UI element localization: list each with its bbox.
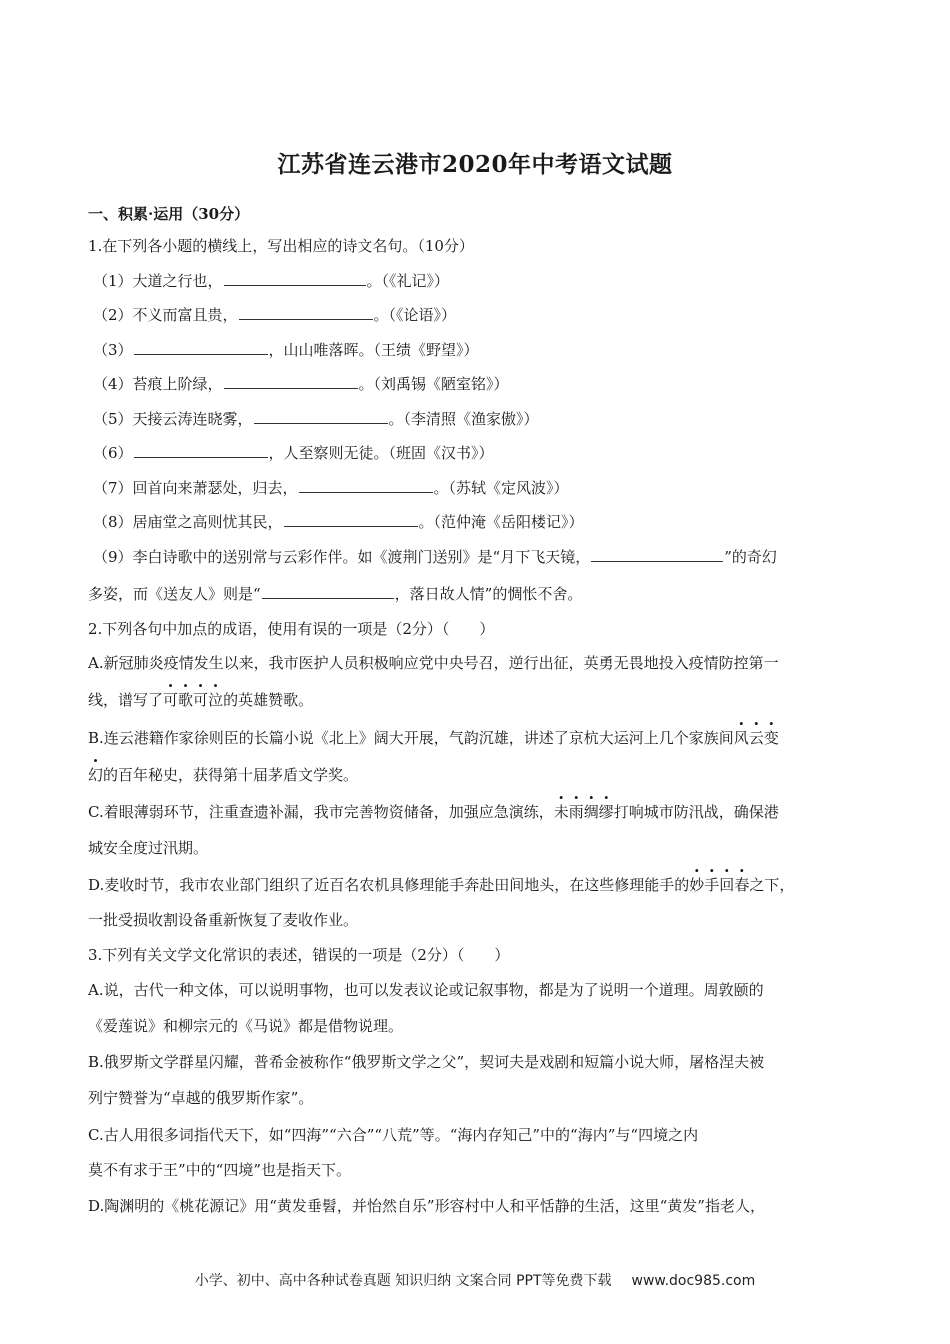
q2-option-c: C.着眼薄弱环节，注重查遗补漏，我市完善物资储备，加强应急演练，未雨绸缪打响城市防汛战，确保港 bbox=[88, 803, 779, 821]
q3-option-b: B.俄罗斯文学群星闪耀，普希金被称作“俄罗斯文学之父”，契诃夫是戏剧和短篇小说大师，屠格涅夫被 bbox=[88, 1053, 765, 1071]
emphasis-char: 雨 bbox=[568, 803, 584, 821]
answer-blank[interactable] bbox=[224, 271, 366, 286]
q1-item: （5）天接云涛连晓雾， 。（李清照《渔家傲》） bbox=[93, 410, 539, 428]
q2-option-b-cont: 幻的百年秘史，获得第十届茅盾文学奖。 bbox=[88, 766, 359, 784]
emphasized-idiom bbox=[554, 803, 614, 821]
q3-option-c-cont: 莫不有求于王”中的“四境”也是指天下。 bbox=[88, 1161, 352, 1179]
q2-option-b: B.连云港籍作家徐则臣的长篇小说《北上》阔大开展，气韵沉雄，讲述了京杭大运河上几个家族间风云变 bbox=[88, 729, 779, 747]
emphasis-char: 歌 bbox=[178, 691, 194, 709]
answer-blank[interactable] bbox=[134, 340, 268, 355]
q1-item: （4）苔痕上阶绿， 。（刘禹锡《陋室铭》） bbox=[93, 375, 509, 393]
section-heading: 一、积累·运用（30分） bbox=[88, 205, 250, 223]
q3-stem: 3.下列有关文学文化常识的表述，错误的一项是（2分）（ ） bbox=[88, 946, 510, 964]
answer-blank[interactable] bbox=[239, 305, 373, 320]
q3-option-a-cont: 《爱莲说》和柳宗元的《马说》都是借物说理。 bbox=[88, 1017, 404, 1035]
answer-blank[interactable] bbox=[134, 443, 268, 458]
q1-item: （3） ，山山唯落晖。（王绩《野望》） bbox=[93, 341, 479, 359]
q1-item: （8）居庙堂之高则忧其民， 。（范仲淹《岳阳楼记》） bbox=[93, 513, 584, 531]
page-title: 江苏省连云港市2020年中考语文试题 bbox=[277, 151, 673, 178]
footer-text: 小学、初中、高中各种试卷真题 知识归纳 文案合同 PPT等免费下载 bbox=[194, 1273, 612, 1289]
q2-option-c-cont: 城安全度过汛期。 bbox=[88, 839, 209, 857]
answer-blank[interactable] bbox=[224, 374, 358, 389]
q1-item: （9）李白诗歌中的送别常与云彩作伴。如《渡荆门送别》是“月下飞天镜， ”的奇幻 bbox=[93, 548, 777, 566]
q2-option-d: D.麦收时节，我市农业部门组织了近百名农机具修理能手奔赴田间地头，在这些修理能手的妙手回春之下， bbox=[88, 876, 795, 894]
emphasis-char: 未 bbox=[553, 803, 569, 821]
emphasis-char: 春 bbox=[734, 876, 750, 894]
q2-option-a-cont: 线，谱写了可歌可泣的英雄赞歌。 bbox=[88, 691, 314, 709]
q1-item: （1）大道之行也， 。（《礼记》） bbox=[93, 272, 450, 290]
q1-stem: 1.在下列各小题的横线上，写出相应的诗文名句。（10分） bbox=[88, 237, 474, 255]
q1-item-cont: 多姿，而《送友人》则是“ ，落日故人情”的惆怅不舍。 bbox=[88, 585, 583, 603]
answer-blank[interactable] bbox=[262, 584, 394, 599]
emphasis-char: 可 bbox=[193, 691, 209, 709]
q1-item: （7）回首向来萧瑟处，归去， 。（苏轼《定风波》） bbox=[93, 479, 569, 497]
emphasis-char: 幻 bbox=[88, 766, 104, 784]
answer-blank[interactable] bbox=[254, 409, 388, 424]
emphasis-char: 缪 bbox=[598, 803, 614, 821]
q1-item: （2）不义而富且贵， 。（《论语》） bbox=[93, 306, 457, 324]
emphasis-char: 手 bbox=[704, 876, 720, 894]
q3-option-c: C.古人用很多词指代天下，如“四海”“六合”“八荒”等。“海内存知己”中的“海内”与“四境之内 bbox=[88, 1126, 699, 1144]
emphasis-char: 妙 bbox=[689, 876, 705, 894]
q1-item: （6） ，人至察则无徒。（班固《汉书》） bbox=[93, 444, 494, 462]
page-footer bbox=[0, 1270, 950, 1290]
emphasized-idiom bbox=[734, 729, 779, 747]
emphasis-char: 回 bbox=[719, 876, 735, 894]
q3-option-b-cont: 列宁赞誉为“卓越的俄罗斯作家”。 bbox=[88, 1089, 314, 1107]
emphasis-char: 风 bbox=[733, 729, 749, 747]
emphasized-idiom bbox=[689, 876, 749, 894]
answer-blank[interactable] bbox=[591, 547, 723, 562]
footer-link[interactable]: www.doc985.com bbox=[631, 1273, 756, 1289]
answer-blank[interactable] bbox=[284, 512, 418, 527]
emphasis-char: 绸 bbox=[583, 803, 599, 821]
answer-blank[interactable] bbox=[299, 478, 433, 493]
emphasized-idiom bbox=[88, 766, 103, 784]
emphasis-char: 泣 bbox=[208, 691, 224, 709]
q2-option-a: A.新冠肺炎疫情发生以来，我市医护人员积极响应党中央号召，逆行出征，英勇无畏地投入疫情防控第一 bbox=[88, 654, 779, 672]
emphasized-idiom bbox=[163, 691, 223, 709]
emphasis-char: 云 bbox=[748, 729, 764, 747]
q2-option-d-cont: 一批受损收割设备重新恢复了麦收作业。 bbox=[88, 911, 359, 929]
emphasis-char: 变 bbox=[763, 729, 779, 747]
q3-option-d: D.陶渊明的《桃花源记》用“黄发垂髫，并怡然自乐”形容村中人和平恬静的生活，这里“黄发”指老人， bbox=[88, 1197, 765, 1215]
q3-option-a: A.说，古代一种文体，可以说明事物，也可以发表议论或记叙事物，都是为了说明一个道理。周敦颐的 bbox=[88, 981, 764, 999]
q2-stem: 2.下列各句中加点的成语，使用有误的一项是（2分）（ ） bbox=[88, 620, 495, 638]
emphasis-char: 可 bbox=[163, 691, 179, 709]
